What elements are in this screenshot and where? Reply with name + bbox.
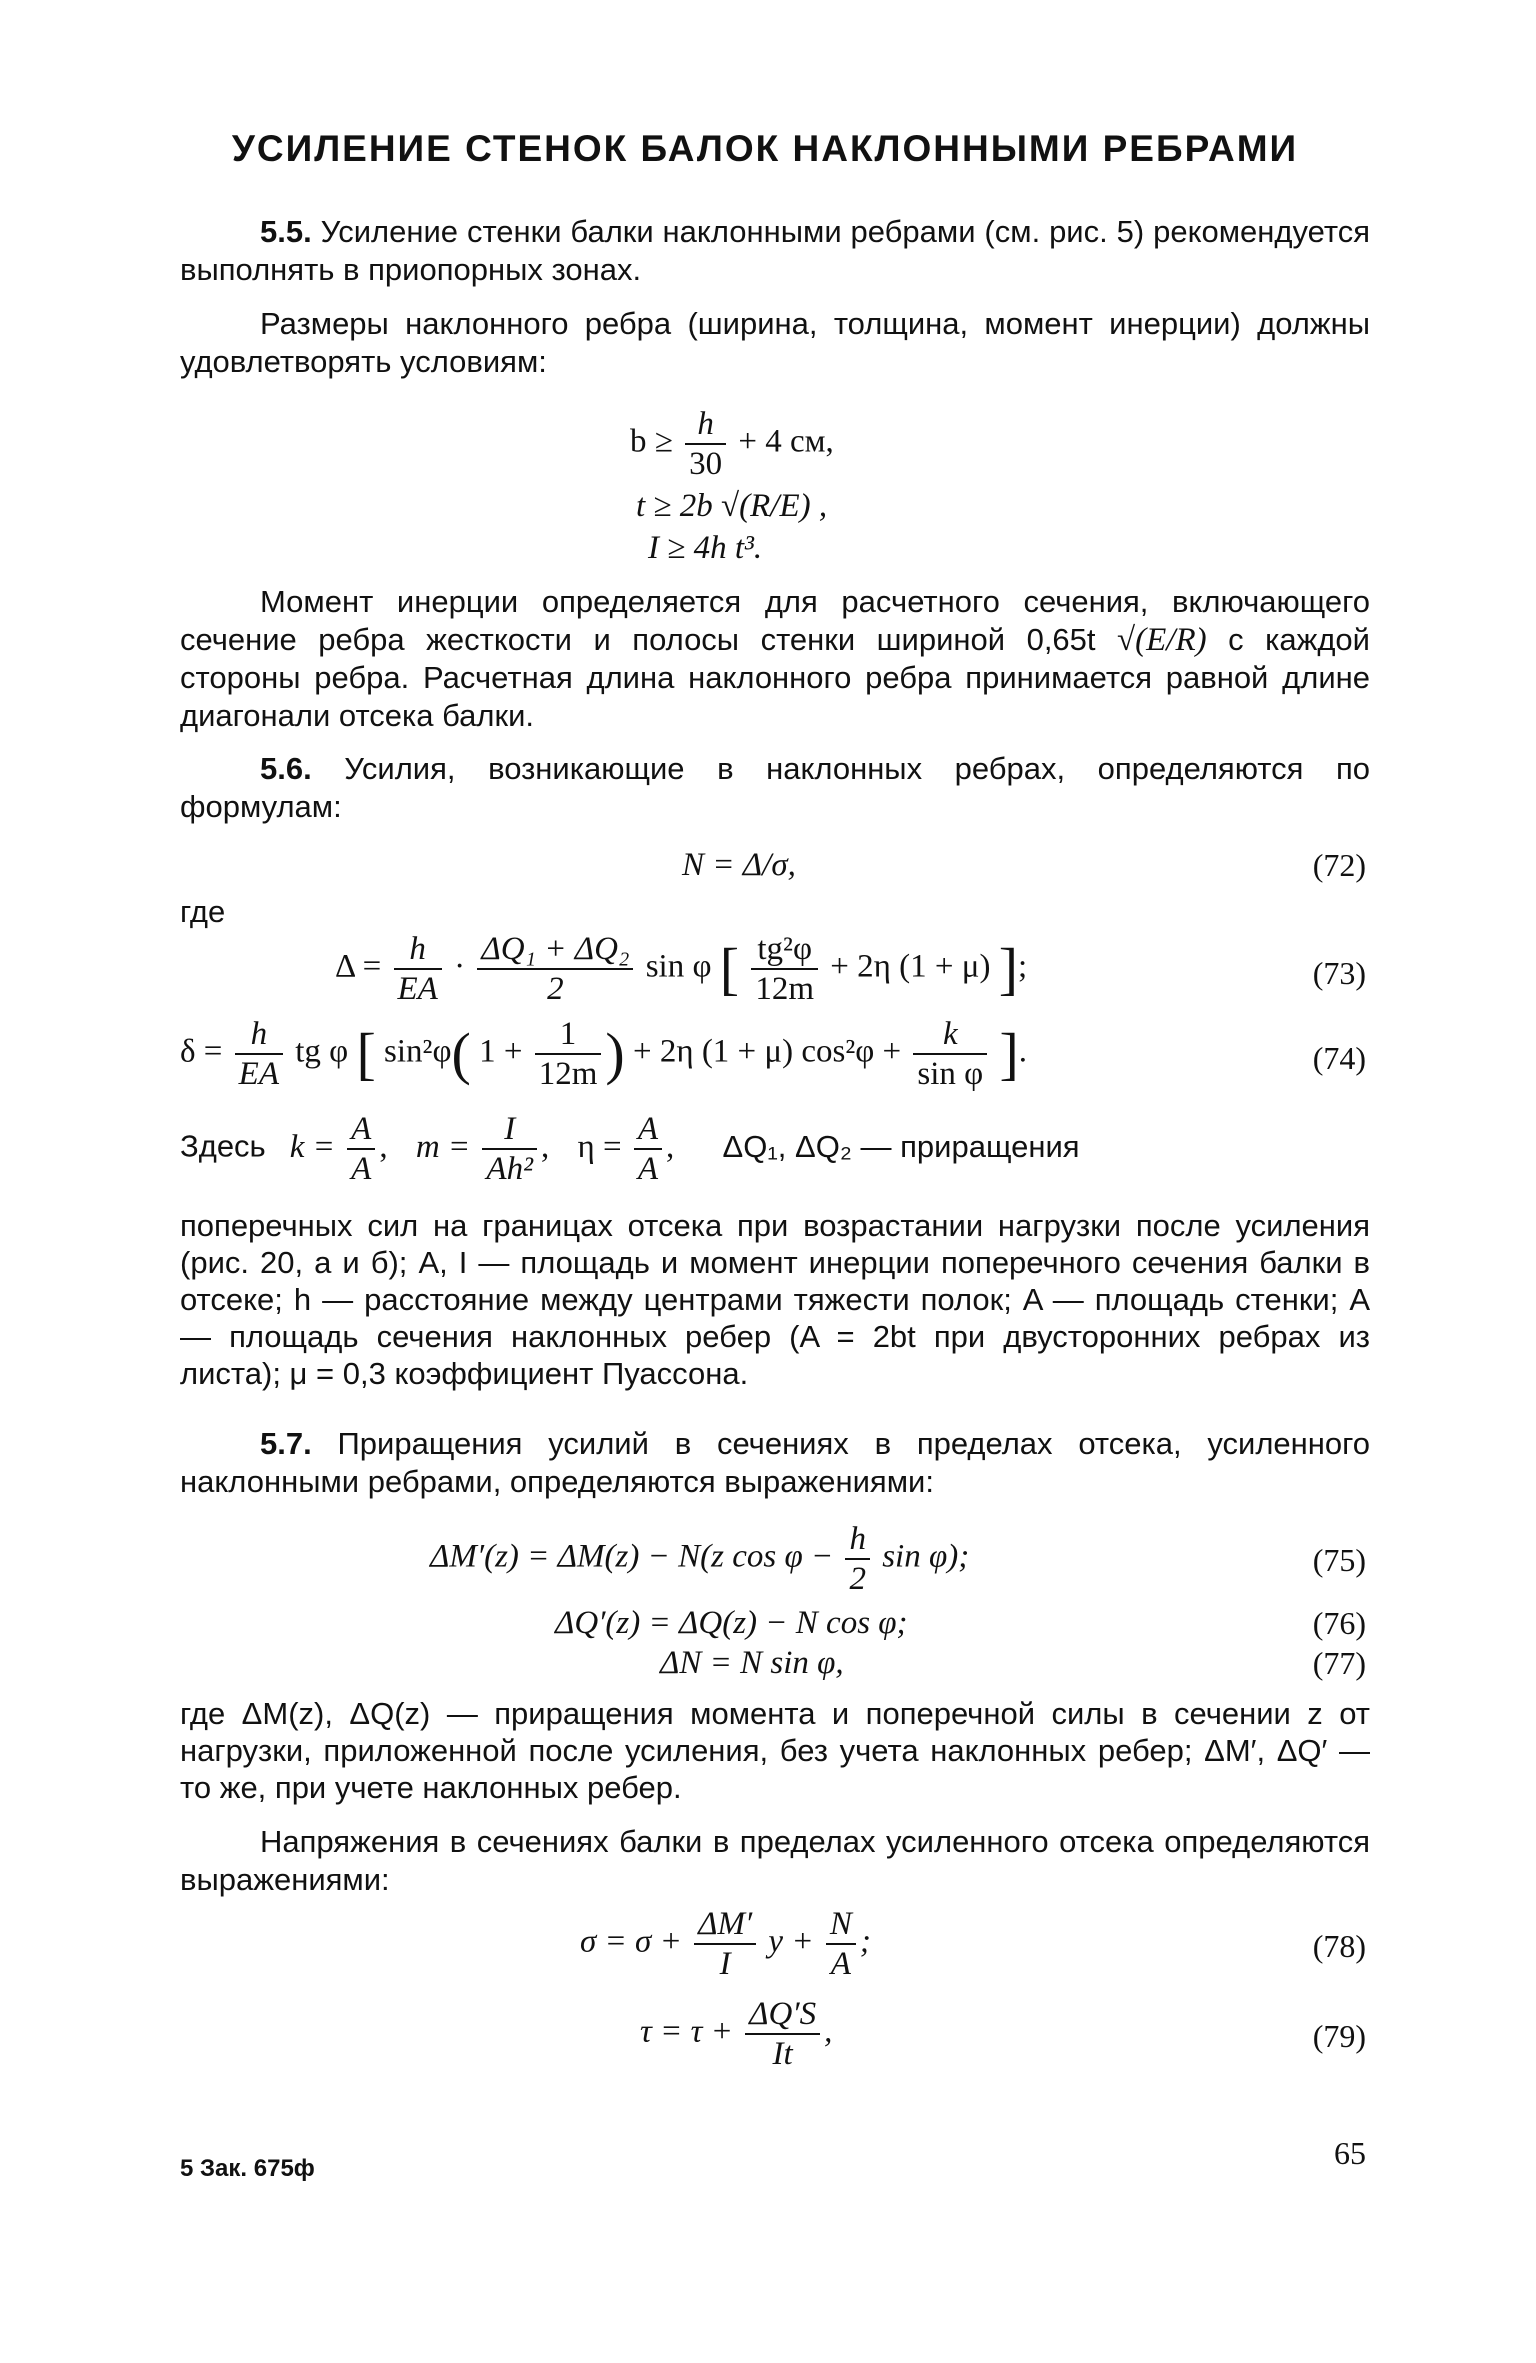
fraction-denominator: sin φ <box>913 1053 987 1093</box>
fraction-denominator: 2 <box>477 968 633 1008</box>
eq79-a: τ = τ + <box>640 2013 733 2050</box>
fraction-numerator: 1 <box>559 1016 577 1052</box>
fraction-denominator: 30 <box>685 443 726 483</box>
section-number: 5.5. <box>260 214 312 249</box>
equation-number-73: (73) <box>1312 955 1366 991</box>
fraction-numerator: h <box>250 1016 268 1052</box>
section-5-5-paragraph-3 <box>180 583 1370 735</box>
fraction-numerator: k <box>942 1016 958 1052</box>
eq74-tg: tg φ <box>295 1033 349 1070</box>
equation-number-75: (75) <box>1312 1542 1366 1578</box>
equation-72: N = Δ/σ, <box>682 847 796 883</box>
paragraph-text-c: с каждой стороны ребра. Расчетная длина наклонного ребра принимается равной длине диагонали отсека балки. <box>180 622 1370 733</box>
equation-76: ΔQ′(z) = ΔQ(z) − N cos φ; <box>555 1605 908 1641</box>
m-definition: m = $\frac{I}{\text{Ah²}}$ , <box>415 1111 558 1187</box>
fraction-numerator: A <box>351 1111 372 1147</box>
fraction-numerator: ΔQ₁ + ΔQ₂ <box>481 931 630 967</box>
section-5-7-paragraph-3: Напряжения в сечениях балки в пределах усиленного отсека определяются выражениями: <box>180 1824 1370 1897</box>
k-fraction <box>347 1110 375 1188</box>
here-tail: ΔQ₁, ΔQ₂ — приращения <box>722 1128 1080 1164</box>
eq74-one: 1 + <box>479 1033 523 1070</box>
k-definition: k = $\frac{A}{A}$ , <box>289 1111 396 1187</box>
paragraph-text-a: Момент инерции определяется для расчетного сечения, включающего сечение ребра жесткости и полосы стенки шириной 0,65t <box>180 584 1370 657</box>
section-5-5-paragraph-1 <box>180 213 1370 289</box>
eq73-fraction-3 <box>751 930 818 1008</box>
eq74-fraction-3 <box>913 1015 987 1093</box>
paragraph-text: Усиление стенки балки наклонными ребрами (см. рис. 5) рекомендуется выполнять в приопорных зонах. <box>180 214 1370 287</box>
equation-number-74: (74) <box>1312 1040 1366 1076</box>
paragraph-text: Усилия, возникающие в наклонных ребрах, определяются по формулам: <box>180 751 1370 824</box>
eq73-sin: sin φ <box>645 948 712 985</box>
right-bracket: ] <box>998 936 1019 1001</box>
fraction-denominator: 12m <box>751 968 818 1008</box>
equation-number-72: (72) <box>1312 847 1366 883</box>
eq73-end: ; <box>1018 948 1028 985</box>
right-paren: ) <box>605 1021 625 1086</box>
eq78-fraction-1 <box>694 1905 756 1983</box>
here-label: Здесь <box>180 1128 266 1164</box>
eq73-tail: + 2η (1 + μ) <box>830 948 991 985</box>
eq79-fraction <box>745 1995 820 2073</box>
equation-75 <box>430 1520 969 1598</box>
condition-1-rhs: + 4 см, <box>738 423 834 460</box>
equation-number-78: (78) <box>1312 1928 1366 1964</box>
equation-number-79: (79) <box>1312 2018 1366 2054</box>
eq78-b: y + <box>768 1923 814 1960</box>
fraction-numerator: I <box>504 1111 516 1147</box>
equation-79 <box>640 1995 832 2073</box>
fraction-denominator: A <box>347 1148 375 1188</box>
footer-order-number: 5 Зак. 675ф <box>180 2155 315 2182</box>
condition-2: t ≥ 2b √(R/E) , <box>636 488 828 524</box>
fraction-numerator: tg²φ <box>757 931 812 967</box>
equation-74 <box>180 1015 1027 1093</box>
dot-operator: · <box>454 948 466 985</box>
condition-1-lhs: b ≥ <box>630 423 673 460</box>
section-number: 5.6. <box>260 751 312 786</box>
eq74-fraction-2 <box>535 1015 602 1093</box>
eq74-fraction-1 <box>235 1015 283 1093</box>
paragraph-text: Приращения усилий в сечениях в пределах отсека, усиленного наклонными ребрами, определяются выражениями: <box>180 1426 1370 1499</box>
right-bracket: ] <box>999 1021 1019 1086</box>
condition-1-fraction <box>685 405 726 483</box>
m-lhs: m = <box>415 1128 471 1165</box>
eq79-end: , <box>824 2013 833 2050</box>
eq73-lhs: Δ = <box>335 948 382 985</box>
fraction-denominator: EA <box>235 1053 283 1093</box>
left-bracket: [ <box>719 936 740 1001</box>
definitions-line <box>180 1110 1370 1188</box>
eta-definition: η = $\frac{A}{A}$ , <box>577 1111 683 1187</box>
section-5-7-paragraph-2: где ΔM(z), ΔQ(z) — приращения момента и поперечной силы в сечении z от нагрузки, приложенной после усиления, без учета наклонных ребер; ΔM′, ΔQ′ — то же, при учете наклонных ребер. <box>180 1696 1370 1805</box>
eq74-mid: + 2η (1 + μ) cos²φ + <box>632 1033 902 1070</box>
eq73-fraction-2 <box>477 930 633 1008</box>
eq78-a: σ = σ + <box>580 1923 682 1960</box>
eq74-lhs: δ = <box>180 1033 223 1070</box>
page-title: УСИЛЕНИЕ СТЕНОК БАЛОК НАКЛОННЫМИ РЕБРАМИ <box>231 128 1299 169</box>
fraction-denominator: Ah² <box>482 1148 537 1188</box>
fraction-denominator: 12m <box>535 1053 602 1093</box>
fraction-numerator: A <box>637 1111 659 1147</box>
section-5-6-paragraph-2: поперечных сил на границах отсека при возрастании нагрузки после усиления (рис. 20, а и б); A, I — площадь и момент инерции поперечного сечения балки в отсеке; h — расстояние между центрами тяжести полок; A — площадь стенки; A — площадь сечения наклонных ребер (A = 2bt при двусторонних ребрах из листа); μ = 0,3 коэффициент Пуассона. <box>180 1208 1370 1391</box>
fraction-numerator: h <box>409 931 426 967</box>
fraction-denominator: I <box>694 1943 756 1983</box>
fraction-denominator: A <box>634 1148 662 1188</box>
fraction-denominator: It <box>745 2033 820 2073</box>
m-fraction <box>482 1110 537 1188</box>
section-5-7-paragraph-1 <box>180 1425 1370 1501</box>
section-number: 5.7. <box>260 1426 312 1461</box>
eq75-fraction <box>845 1520 870 1598</box>
eq78-end: ; <box>859 1923 871 1960</box>
equation-73 <box>335 930 1027 1008</box>
page-number: 65 <box>1334 2135 1366 2171</box>
condition-1 <box>630 405 834 483</box>
condition-3: I ≥ 4h t³. <box>648 530 763 566</box>
equation-78 <box>580 1905 871 1983</box>
equation-number-77: (77) <box>1312 1645 1366 1681</box>
fraction-denominator: A <box>826 1943 856 1983</box>
left-bracket: [ <box>356 1021 376 1086</box>
fraction-numerator: ΔQ′S <box>749 1996 817 2032</box>
fraction-numerator: h <box>849 1521 866 1557</box>
sqrt-expression: √(E/R) <box>1117 622 1207 658</box>
fraction-numerator: h <box>697 406 714 442</box>
eq73-fraction-1 <box>394 930 442 1008</box>
eta-fraction <box>634 1110 662 1188</box>
k-lhs: k = <box>289 1128 335 1165</box>
eq75-b: sin φ); <box>882 1538 970 1575</box>
fraction-denominator: EA <box>394 968 442 1008</box>
left-paren: ( <box>451 1021 471 1086</box>
eta-lhs: η = <box>577 1128 622 1165</box>
eq74-end: . <box>1018 1033 1028 1070</box>
where-label: где <box>180 894 226 929</box>
eq74-sin: sin²φ <box>384 1033 452 1070</box>
equation-77: ΔN = N sin φ, <box>660 1645 844 1681</box>
eq75-a: ΔM′(z) = ΔM(z) − N(z cos φ − <box>430 1538 834 1575</box>
fraction-numerator: ΔM′ <box>698 1906 753 1942</box>
section-5-6-paragraph-1 <box>180 750 1370 826</box>
section-5-5-paragraph-2: Размеры наклонного ребра (ширина, толщина, момент инерции) должны удовлетворять условиям: <box>180 306 1370 379</box>
equation-number-76: (76) <box>1312 1605 1366 1641</box>
eq78-fraction-2 <box>826 1905 856 1983</box>
fraction-numerator: N <box>829 1906 852 1942</box>
fraction-denominator: 2 <box>845 1558 870 1598</box>
